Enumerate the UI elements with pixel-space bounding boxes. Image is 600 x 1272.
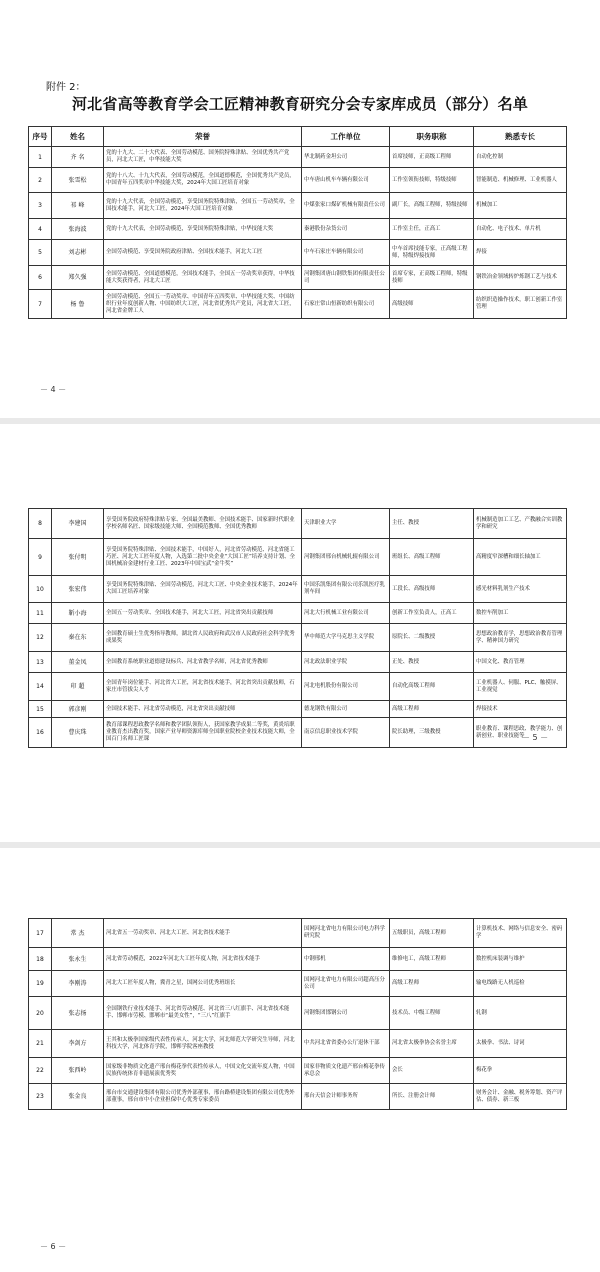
cell-unit: 国网河北省电力有限公司超高压分公司 (302, 971, 390, 997)
cell-name: 张付明 (52, 539, 104, 576)
cell-title: 工作室主任，正高工 (390, 219, 474, 240)
cell-expertise: 输电线路无人机巡检 (474, 971, 567, 997)
cell-expertise: 高精度窄深槽和细长轴加工 (474, 539, 567, 576)
page-number: － 6 － (40, 1242, 67, 1251)
cell-unit: 河北政法职业学院 (302, 652, 390, 673)
cell-no: 13 (29, 652, 52, 673)
cell-unit: 河钢集团邯钢公司 (302, 997, 390, 1030)
cell-expertise: 计算机技术、网络与信息安全、密码学 (474, 919, 567, 948)
cell-no: 1 (29, 147, 52, 168)
cell-unit: 华北制药金坦公司 (302, 147, 390, 168)
cell-title: 首席专家，正高级工程师，特级技师 (390, 266, 474, 290)
table-row (29, 539, 567, 576)
cell-honor: 享受国务院特殊津贴、全国劳动模范，河北大工匠、中央企业技术能手，2024年大国工匠培养对象 (104, 576, 302, 603)
cell-unit: 河钢集团邢台机械轧辊有限公司 (302, 539, 390, 576)
cell-honor: 享受国务院特殊津贴、全国技术能手，中国好人，河北省劳动模范、河北省能工巧匠、河北大工匠年度人物，入选第二批中央企业“大国工匠”培养支持计划、全国机械冶金建材行业工匠、2023年中国宝武“金牛奖” (104, 539, 302, 576)
cell-expertise: 钢铁冶金领域转炉炼钢工艺与技术 (474, 266, 567, 290)
cell-honor: 邢台市交通建设集团有限公司优秀外部董事，邢台路桥建设集团有限公司优秀外部董事，邢台市中小企业担保中心优秀专家委员 (104, 1084, 302, 1110)
cell-honor: 党的十九大、二十大代表、全国劳动模范、国务院特殊津贴、全国优秀共产党员，河北大工匠，中华技能大奖 (104, 147, 302, 168)
cell-expertise: 智能制造、机械修理、工业机器人 (474, 168, 567, 193)
cell-unit: 中国乐凯集团有限公司乐凯医疗乳剂车间 (302, 576, 390, 603)
table-row (29, 1058, 567, 1084)
cell-name: 齐 名 (52, 147, 104, 168)
cell-honor: 党的十八大、十九大代表，全国劳动模范，全国道德模范，全国优秀共产党员，中国青年五四奖章中华技能大奖，2024年大国工匠培育对象 (104, 168, 302, 193)
cell-honor: 全国钢铁行业技术能手、河北省劳动模范、河北省三八红旗手、河北省技术能手、邯郸市劳模、邯郸市“最美女性”，“三八”红旗手 (104, 997, 302, 1030)
cell-expertise: 梅花拳 (474, 1058, 567, 1084)
cell-unit: 河钢集团唐山钢铁集团有限责任公司 (302, 266, 390, 290)
cell-expertise: 自动化、电子技术、单片机 (474, 219, 567, 240)
cell-expertise: 数控机床装调与维护 (474, 948, 567, 971)
cell-no: 23 (29, 1084, 52, 1110)
cell-title: 首席技师，正高级工程师 (390, 147, 474, 168)
cell-no: 22 (29, 1058, 52, 1084)
table-row (29, 673, 567, 701)
cell-title: 正处、教授 (390, 652, 474, 673)
cell-unit: 天津职业大学 (302, 509, 390, 539)
cell-name: 李刚涛 (52, 971, 104, 997)
cell-unit: 国网河北省电力有限公司电力科学研究院 (302, 919, 390, 948)
cell-expertise: 职业教育、课程思政、教学能力、创新创业、职业技能等 (474, 718, 567, 748)
cell-unit: 南京信息职业技术学院 (302, 718, 390, 748)
cell-title: 工段长、高级技师 (390, 576, 474, 603)
cell-unit: 中钢邢机 (302, 948, 390, 971)
cell-honor: 享受国务院政府特殊津贴专家、全国最美教师、全国技术能手、国家新时代职业学校名师名匠、国家级技能大师、全国模范教师、全国优秀教师 (104, 509, 302, 539)
cell-name: 董金凤 (52, 652, 104, 673)
table-row (29, 193, 567, 219)
column-header: 熟悉专长 (474, 127, 567, 147)
cell-expertise: 机械制造加工工艺、产教融合实训教学和研究 (474, 509, 567, 539)
cell-unit: 邢台天信会计师事务所 (302, 1084, 390, 1110)
table-row (29, 576, 567, 603)
cell-name: 杨 鲁 (52, 290, 104, 319)
column-header: 荣誉 (104, 127, 302, 147)
cell-title: 原院长、二级教授 (390, 624, 474, 652)
cell-name: 郭彦刚 (52, 701, 104, 718)
cell-honor: 全国劳动模范、享受国务院政府津贴、全国技术能手，河北大工匠 (104, 240, 302, 266)
cell-title: 高级工程师 (390, 701, 474, 718)
cell-title: 创新工作室负责人，正高工 (390, 603, 474, 624)
table-row (29, 290, 567, 319)
cell-no: 5 (29, 240, 52, 266)
cell-title: 主任、教授 (390, 509, 474, 539)
cell-no: 16 (29, 718, 52, 748)
table-row (29, 1084, 567, 1110)
cell-no: 12 (29, 624, 52, 652)
cell-name: 祁 峰 (52, 193, 104, 219)
cell-unit: 德龙钢铁有限公司 (302, 701, 390, 718)
cell-no: 18 (29, 948, 52, 971)
table-row (29, 624, 567, 652)
cell-honor: 国家级非物质文化遗产邢台梅花拳代表性传承人，中国文化交流年度人物，中国民族传统体育非遗展演优秀奖 (104, 1058, 302, 1084)
page-number: － 4 － (40, 385, 67, 394)
cell-name: 张海波 (52, 219, 104, 240)
cell-no: 4 (29, 219, 52, 240)
cell-honor: 河北省五一劳动奖章、河北大工匠、河北省技术能手 (104, 919, 302, 948)
cell-unit: 河北大行机械工业有限公司 (302, 603, 390, 624)
cell-name: 张永生 (52, 948, 104, 971)
cell-name: 郑久强 (52, 266, 104, 290)
cell-title: 高级技师 (390, 290, 474, 319)
cell-name: 印 超 (52, 673, 104, 701)
cell-expertise: 太极拳、书法、诗词 (474, 1030, 567, 1058)
cell-honor: 党的十九大代表，全国劳动模范，享受国务院特殊津贴，全国五一劳动奖章，全国技术能手，河北大工匠，2024年大国工匠培育对象 (104, 193, 302, 219)
table-row (29, 1030, 567, 1058)
page-1 (0, 0, 600, 418)
table-row (29, 147, 567, 168)
table-row (29, 971, 567, 997)
cell-expertise: 机械加工 (474, 193, 567, 219)
cell-honor: 全国劳动模范、全国道德模范，全国技术能手，全国五一劳动奖章获得，中华技能大奖获得者，河北大工匠 (104, 266, 302, 290)
cell-title: 工作室领衔技师，特级技师 (390, 168, 474, 193)
cell-unit: 秦港股份杂货公司 (302, 219, 390, 240)
table-row (29, 603, 567, 624)
cell-name: 张宏伟 (52, 576, 104, 603)
cell-unit: 中车唐山机车车辆有限公司 (302, 168, 390, 193)
table-row (29, 266, 567, 290)
cell-unit: 国家非物质文化遗产邢台梅花拳传承总会 (302, 1058, 390, 1084)
table-row (29, 997, 567, 1030)
cell-unit: 华中师范大学马克思主义学院 (302, 624, 390, 652)
cell-no: 8 (29, 509, 52, 539)
cell-title: 所长、注册会计师 (390, 1084, 474, 1110)
cell-expertise: 思想政治教育学，思想政治教育管理学、精神国力研究 (474, 624, 567, 652)
cell-expertise: 工业机器人、伺服、PLC、触摸屏、工业视觉 (474, 673, 567, 701)
cell-expertise: 焊接 (474, 240, 567, 266)
cell-no: 6 (29, 266, 52, 290)
cell-honor: 全国劳动模范、全国五一劳动奖章、中国青年五四奖章、中华技能大奖、中国纺织行业年度创新人物、中国纺织大工匠，河北省优秀共产党员，河北省大工匠，河北省金牌工人 (104, 290, 302, 319)
cell-honor: 全国技术能手、河北省劳动模范，河北省突出贡献技师 (104, 701, 302, 718)
cell-no: 21 (29, 1030, 52, 1058)
column-header: 职务职称 (390, 127, 474, 147)
cell-name: 张西岭 (52, 1058, 104, 1084)
cell-name: 刘志彬 (52, 240, 104, 266)
table-row (29, 219, 567, 240)
cell-honor: 王其和太极拳国家级代表性传承人、河北大学，河北师范大学研究生导师，河北科技大学，河北体育学院，邯郸学院客座教授 (104, 1030, 302, 1058)
page-3 (0, 848, 600, 1272)
cell-unit: 中车石家庄车辆有限公司 (302, 240, 390, 266)
cell-no: 2 (29, 168, 52, 193)
cell-name: 张金良 (52, 1084, 104, 1110)
cell-name: 张志扬 (52, 997, 104, 1030)
cell-no: 3 (29, 193, 52, 219)
cell-honor: 全国青年岗位能手、河北省大工匠，河北省技术能手，河北省突出贡献技师，石家庄市管拔尖人才 (104, 673, 302, 701)
page-number: － 5 － (522, 733, 549, 742)
cell-no: 10 (29, 576, 52, 603)
cell-no: 7 (29, 290, 52, 319)
cell-title: 技术员、中级工程师 (390, 997, 474, 1030)
cell-expertise: 自动化控制 (474, 147, 567, 168)
cell-honor: 河北大工匠年度人物，冀青之星，国网公司优秀班组长 (104, 971, 302, 997)
cell-honor: 河北省劳动模范，2022年河北大工匠年度人物，河北省技术能手 (104, 948, 302, 971)
cell-title: 五级职员，高级工程师 (390, 919, 474, 948)
cell-no: 9 (29, 539, 52, 576)
cell-unit: 中共河北省省委办公厅退休干部 (302, 1030, 390, 1058)
column-header: 序号 (29, 127, 52, 147)
table-row (29, 168, 567, 193)
cell-no: 14 (29, 673, 52, 701)
experts-table (28, 918, 567, 1110)
cell-no: 15 (29, 701, 52, 718)
table-row (29, 919, 567, 948)
table-row (29, 718, 567, 748)
cell-honor: 全国五一劳动奖章、全国技术能手，河北大工匠，河北省突出贡献技师 (104, 603, 302, 624)
cell-expertise: 纺织织造操作技术，职工创新工作室管理 (474, 290, 567, 319)
cell-name: 张雪松 (52, 168, 104, 193)
cell-name: 曹庆珠 (52, 718, 104, 748)
header-row (29, 127, 567, 147)
cell-title: 河北省太极拳协会名誉主席 (390, 1030, 474, 1058)
cell-honor: 党的十九大代表，全国劳动模范，享受国务院特殊津贴，中华技能大奖 (104, 219, 302, 240)
cell-no: 11 (29, 603, 52, 624)
cell-unit: 石家庄常山恒新纺织有限公司 (302, 290, 390, 319)
experts-table (28, 508, 567, 748)
table-row (29, 701, 567, 718)
cell-name: 李建国 (52, 509, 104, 539)
cell-title: 会长 (390, 1058, 474, 1084)
cell-expertise: 轧钢 (474, 997, 567, 1030)
table-row (29, 509, 567, 539)
cell-no: 19 (29, 971, 52, 997)
cell-unit: 中煤张家口煤矿机械有限责任公司 (302, 193, 390, 219)
column-header: 姓名 (52, 127, 104, 147)
cell-honor: 全国教育硕士生优秀指导教师，湖北省人民政府和武汉市人民政府社会科学优秀成果奖 (104, 624, 302, 652)
cell-unit: 河北电机股份有限公司 (302, 673, 390, 701)
cell-name: 常 杰 (52, 919, 104, 948)
cell-honor: 全国教育系统职业道德建设标兵、河北省教学名师，河北省优秀教师 (104, 652, 302, 673)
cell-expertise: 感光材料乳剂生产技术 (474, 576, 567, 603)
cell-name: 秦在东 (52, 624, 104, 652)
cell-expertise: 中国文化、教育管理 (474, 652, 567, 673)
cell-title: 维修电工，高级工程师 (390, 948, 474, 971)
cell-name: 靳小海 (52, 603, 104, 624)
cell-name: 李剑方 (52, 1030, 104, 1058)
cell-expertise: 焊接技术 (474, 701, 567, 718)
cell-no: 17 (29, 919, 52, 948)
experts-table (28, 126, 567, 319)
table-row (29, 240, 567, 266)
cell-expertise: 数控车削加工 (474, 603, 567, 624)
column-header: 工作单位 (302, 127, 390, 147)
cell-title: 中车首席技能专家，正高级工程师，特级焊接技师 (390, 240, 474, 266)
cell-expertise: 财务会计、金融、税务筹划、资产评估、债券、新三板 (474, 1084, 567, 1110)
cell-title: 自动化高级工程师 (390, 673, 474, 701)
cell-title: 副厂长，高级工程师，特级技师 (390, 193, 474, 219)
cell-no: 20 (29, 997, 52, 1030)
cell-title: 高级工程师 (390, 971, 474, 997)
annex-label: 附件 2： (46, 82, 86, 93)
table-row (29, 652, 567, 673)
page-2 (0, 424, 600, 842)
cell-title: 院长助理，三级教授 (390, 718, 474, 748)
cell-honor: 教育部课程思政教学名师和教学团队领衔人，获国家教学成果二等奖，黄炎培职业教育杰出教育奖，国家产业导师资源库师全国职业院校企业技术技能大师，全国百门名师工匠课 (104, 718, 302, 748)
document-title: 河北省高等教育学会工匠精神教育研究分会专家库成员（部分）名单 (71, 95, 528, 113)
cell-title: 班组长、高级工程师 (390, 539, 474, 576)
table-row (29, 948, 567, 971)
